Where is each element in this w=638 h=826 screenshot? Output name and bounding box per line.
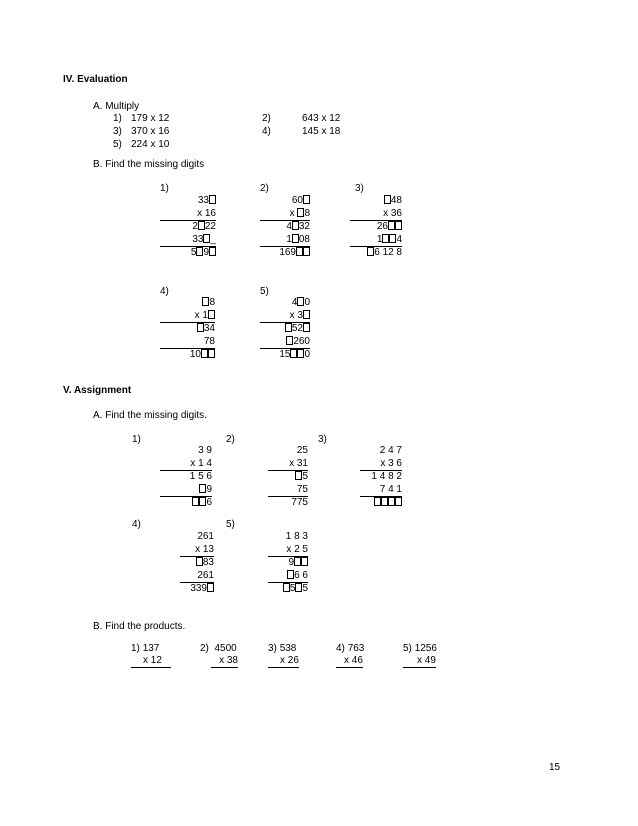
eval-problem-1: [160, 195, 216, 260]
problem-line: 4 0: [291, 297, 310, 308]
multiply-item-4-expr: 145 x 18: [302, 126, 341, 137]
missing-digit-box: [303, 195, 310, 204]
missing-digit-box: [192, 497, 199, 506]
missing-digit-box: [208, 310, 215, 319]
multiply-item-5-num: 5): [113, 139, 122, 150]
missing-digit-box: [196, 247, 203, 256]
assign-problem-5-num: 5): [226, 519, 235, 530]
missing-digit-box: [201, 349, 208, 358]
product-4-bottom: x 46: [336, 655, 363, 668]
problem-line: 34: [160, 323, 215, 336]
multiply-item-1-num: 1): [113, 113, 122, 124]
missing-digit-box: [203, 234, 210, 243]
problem-line: x 3: [260, 310, 310, 324]
missing-digit-box: [207, 583, 214, 592]
evaluation-heading: IV. Evaluation: [63, 74, 128, 85]
problem-line: 1 08: [260, 234, 310, 248]
product-2: [200, 643, 238, 667]
multiply-label: A. Multiply: [93, 101, 140, 112]
problem-line: 261: [197, 531, 214, 542]
problem-line: 5 9: [160, 247, 216, 260]
missing-digit-box: [199, 497, 206, 506]
problem-line: 9: [268, 557, 308, 570]
missing-digit-box: [301, 557, 308, 566]
product-2-num: 2): [200, 643, 209, 654]
missing-digit-box: [388, 221, 395, 230]
missing-digit-box: [199, 484, 206, 493]
missing-digit-box: [294, 557, 301, 566]
find-products-label: B. Find the products.: [93, 621, 186, 632]
assign-problem-4-num: 4): [132, 519, 141, 530]
product-3-bottom: x 26: [268, 655, 299, 668]
missing-digit-box: [208, 349, 215, 358]
missing-digit-box: [286, 336, 293, 345]
problem-line: 775: [291, 497, 308, 508]
eval-problem-5-num: 5): [260, 286, 269, 297]
multiply-item-1-expr: 179 x 12: [131, 113, 170, 124]
eval-problem-4: [160, 297, 215, 362]
multiply-item-3-expr: 370 x 16: [131, 126, 170, 137]
problem-line: 75: [268, 484, 308, 498]
problem-line: 6 12 8: [350, 247, 402, 260]
problem-line: x 1: [160, 310, 215, 324]
product-5-top: 1256: [414, 643, 437, 654]
missing-digit-box: [303, 323, 310, 332]
problem-line: 33 _: [160, 234, 216, 248]
missing-digit-box: [295, 471, 302, 480]
problem-line: x 2 5: [268, 544, 308, 558]
problem-line: 169: [260, 247, 310, 260]
missing-digit-box: [292, 234, 299, 243]
problem-line: 9: [160, 484, 212, 498]
eval-problem-1-num: 1): [160, 183, 169, 194]
problem-line: 7 4 1: [360, 484, 402, 498]
problem-line: 1 5 6: [189, 471, 212, 482]
eval-problem-2-num: 2): [260, 183, 269, 194]
multiply-item-5-expr: 224 x 10: [131, 139, 170, 150]
assign-problem-3: [360, 445, 402, 510]
missing-digit-box: [209, 247, 216, 256]
missing-digit-box: [389, 234, 396, 243]
assignment-heading: V. Assignment: [63, 385, 132, 396]
problem-line: 48: [350, 195, 402, 208]
missing-digit-box: [303, 247, 310, 256]
multiply-item-2-num: 2): [262, 113, 271, 124]
problem-line: 261: [180, 570, 214, 584]
assign-problem-3-num: 3): [318, 434, 327, 445]
missing-digit-box: [367, 247, 374, 256]
product-4-num: 4): [336, 643, 345, 654]
product-4-top: 763: [347, 643, 365, 654]
missing-digit-box: [197, 323, 204, 332]
missing-digit-box: [209, 195, 216, 204]
missing-digit-box: [381, 497, 388, 506]
assign-problem-1: [160, 445, 212, 510]
missing-digit-box: [388, 497, 395, 506]
problem-line: x 13: [180, 544, 214, 558]
product-1-bottom: x 12: [131, 655, 171, 668]
problem-line: 339: [180, 583, 214, 596]
missing-digit-box: [202, 297, 209, 306]
assign-problem-5: [268, 531, 308, 596]
problem-line: [360, 497, 402, 510]
problem-line: x 16: [160, 208, 216, 222]
missing-digit-box: [395, 221, 402, 230]
eval-problem-3-num: 3): [355, 183, 364, 194]
product-1-num: 1): [131, 643, 140, 654]
missing-digits-label: B. Find the missing digits: [93, 159, 205, 170]
product-2-bottom: x 38: [211, 655, 238, 668]
product-1-top: 137: [142, 643, 160, 654]
eval-problem-2: [260, 195, 310, 260]
eval-problem-3: [350, 195, 402, 260]
problem-line: 2 22: [192, 221, 216, 232]
problem-line: 8: [160, 297, 215, 310]
problem-line: 83: [180, 557, 214, 570]
problem-line: x 8: [260, 208, 310, 222]
assignment-missing-digits-label: A. Find the missing digits.: [93, 410, 207, 421]
problem-line: 26: [350, 221, 402, 234]
missing-digit-box: [292, 221, 299, 230]
assign-problem-2: [268, 445, 308, 510]
missing-digit-box: [374, 497, 381, 506]
product-5-bottom: x 49: [403, 655, 436, 668]
multiply-item-3-num: 3): [113, 126, 122, 137]
product-3-top: 538: [279, 643, 297, 654]
problem-line: 1 4 8 2: [371, 471, 402, 482]
problem-line: 15 0: [279, 349, 310, 360]
product-5-num: 5): [403, 643, 412, 654]
product-3: [268, 643, 299, 667]
problem-line: 52: [260, 323, 310, 336]
problem-line: x 3 6: [360, 458, 402, 472]
problem-line: 1 4: [350, 234, 402, 248]
missing-digit-box: [290, 349, 297, 358]
missing-digit-box: [297, 297, 304, 306]
product-2-top: 4500: [214, 643, 237, 654]
problem-line: 3 9: [198, 445, 212, 456]
problem-line: 6 6: [268, 570, 308, 584]
problem-line: 5: [268, 471, 308, 484]
product-3-num: 3): [268, 643, 277, 654]
problem-line: 10: [160, 349, 215, 362]
missing-digit-box: [198, 221, 205, 230]
missing-digit-box: [283, 583, 290, 592]
problem-line: 60: [260, 195, 310, 208]
problem-line: x 31: [268, 458, 308, 472]
missing-digit-box: [297, 208, 304, 217]
eval-problem-5: [260, 297, 310, 362]
missing-digit-box: [296, 247, 303, 256]
missing-digit-box: [196, 557, 203, 566]
problem-line: x 36: [350, 208, 402, 222]
missing-digit-box: [297, 349, 304, 358]
problem-line: 260: [260, 336, 310, 350]
assign-problem-1-num: 1): [132, 434, 141, 445]
multiply-item-4-num: 4): [262, 126, 271, 137]
assign-problem-2-num: 2): [226, 434, 235, 445]
problem-line: 78: [160, 336, 215, 350]
eval-problem-4-num: 4): [160, 286, 169, 297]
product-5: [403, 643, 437, 667]
problem-line: 5 5: [268, 583, 308, 596]
missing-digit-box: [382, 234, 389, 243]
missing-digit-box: [295, 583, 302, 592]
missing-digit-box: [287, 570, 294, 579]
missing-digit-box: [303, 310, 310, 319]
problem-line: 1 8 3: [285, 531, 308, 542]
problem-line: 6: [160, 497, 212, 510]
missing-digit-box: [384, 195, 391, 204]
product-1: [131, 643, 171, 667]
multiply-item-2-expr: 643 x 12: [302, 113, 341, 124]
problem-line: 25: [296, 445, 308, 456]
problem-line: 4 32: [286, 221, 310, 232]
product-4: [336, 643, 364, 667]
problem-line: x 1 4: [160, 458, 212, 472]
missing-digit-box: [395, 497, 402, 506]
problem-line: 2 4 7: [379, 445, 402, 456]
page-number: 15: [549, 762, 561, 773]
missing-digit-box: [285, 323, 292, 332]
assign-problem-4: [180, 531, 214, 596]
problem-line: 33: [160, 195, 216, 208]
